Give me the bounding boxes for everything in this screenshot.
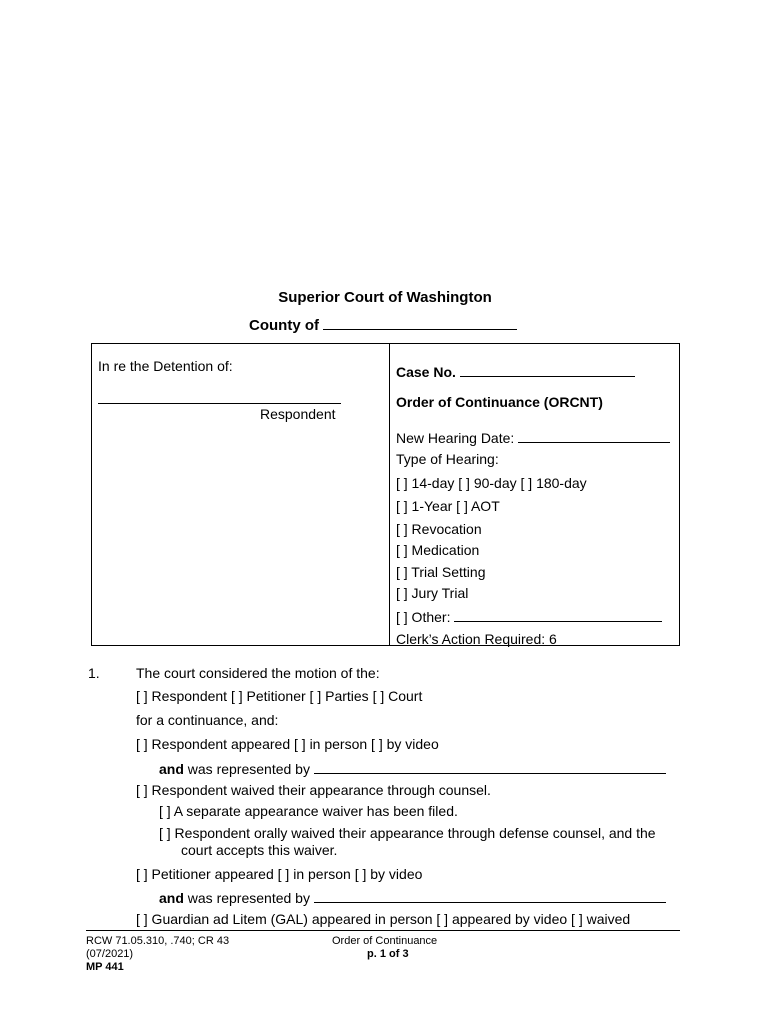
case-no-label: Case No. — [396, 364, 456, 380]
petitioner-appeared[interactable]: [ ] Petitioner appeared [ ] in person [ ] by video — [136, 866, 423, 882]
hearing-type-row-1[interactable]: [ ] 14-day [ ] 90-day [ ] 180-day — [396, 475, 587, 491]
respondent-represented-line — [159, 758, 666, 777]
footer-date: (07/2021) — [86, 948, 134, 960]
caption-divider — [389, 343, 390, 646]
medication-checkbox[interactable]: [ ] Medication — [396, 542, 480, 558]
orally-waived-checkbox[interactable]: [ ] Respondent orally waived their appearance through defense counsel, and the — [159, 825, 656, 841]
respondent-counsel-field[interactable] — [314, 758, 666, 774]
hearing-type-row-2[interactable]: [ ] 1-Year [ ] AOT — [396, 498, 500, 514]
respondent-name-field[interactable] — [98, 403, 341, 404]
continuance-text: for a continuance, and: — [136, 712, 279, 728]
court-accepts-text: court accepts this waiver. — [181, 842, 338, 858]
represented-label: was represented by — [183, 761, 310, 777]
case-no-field[interactable] — [460, 361, 635, 377]
new-hearing-date-field[interactable] — [518, 427, 670, 443]
footer-doc-title: Order of Continuance — [332, 935, 438, 947]
type-of-hearing-label: Type of Hearing: — [396, 451, 499, 467]
county-label: County of — [249, 317, 319, 334]
footer-page-number: p. 1 of 3 — [367, 948, 409, 960]
county-line — [249, 314, 517, 334]
clerks-action: Clerk’s Action Required: 6 — [396, 631, 557, 647]
petitioner-counsel-field[interactable] — [314, 887, 666, 903]
other-field[interactable] — [454, 606, 662, 622]
gal-appearance[interactable]: [ ] Guardian ad Litem (GAL) appeared in person [ ] appeared by video [ ] waived — [136, 911, 631, 927]
movers-checkboxes[interactable]: [ ] Respondent [ ] Petitioner [ ] Parties [ ] Court — [136, 688, 423, 704]
other-checkbox[interactable]: [ ] Other: — [396, 609, 451, 625]
order-title: Order of Continuance (ORCNT) — [396, 394, 603, 410]
footer-rcw: RCW 71.05.310, .740; CR 43 — [86, 935, 230, 947]
in-re-label: In re the Detention of: — [98, 358, 233, 374]
court-title: Superior Court of Washington — [278, 289, 492, 306]
new-hearing-date-line — [396, 427, 670, 446]
jury-trial-checkbox[interactable]: [ ] Jury Trial — [396, 585, 469, 601]
section-number: 1. — [88, 665, 100, 681]
waived-counsel-checkbox[interactable]: [ ] Respondent waived their appearance through counsel. — [136, 782, 491, 798]
revocation-checkbox[interactable]: [ ] Revocation — [396, 521, 482, 537]
and-label-2: and — [159, 890, 184, 906]
county-field[interactable] — [323, 314, 517, 330]
petitioner-represented-line — [159, 887, 666, 906]
other-line — [396, 606, 662, 625]
footer-form-number: MP 441 — [86, 961, 124, 973]
respondent-label: Respondent — [260, 406, 336, 422]
trial-setting-checkbox[interactable]: [ ] Trial Setting — [396, 564, 486, 580]
case-no-line — [396, 361, 635, 380]
new-hearing-date-label: New Hearing Date: — [396, 430, 515, 446]
footer-rule — [86, 930, 680, 931]
separate-waiver-checkbox[interactable]: [ ] A separate appearance waiver has been filed. — [159, 803, 458, 819]
case-caption-box — [91, 343, 680, 646]
and-label: and — [159, 761, 184, 777]
represented-label-2: was represented by — [183, 890, 310, 906]
section-intro: The court considered the motion of the: — [136, 665, 380, 681]
respondent-appeared[interactable]: [ ] Respondent appeared [ ] in person [ ] by video — [136, 736, 439, 752]
